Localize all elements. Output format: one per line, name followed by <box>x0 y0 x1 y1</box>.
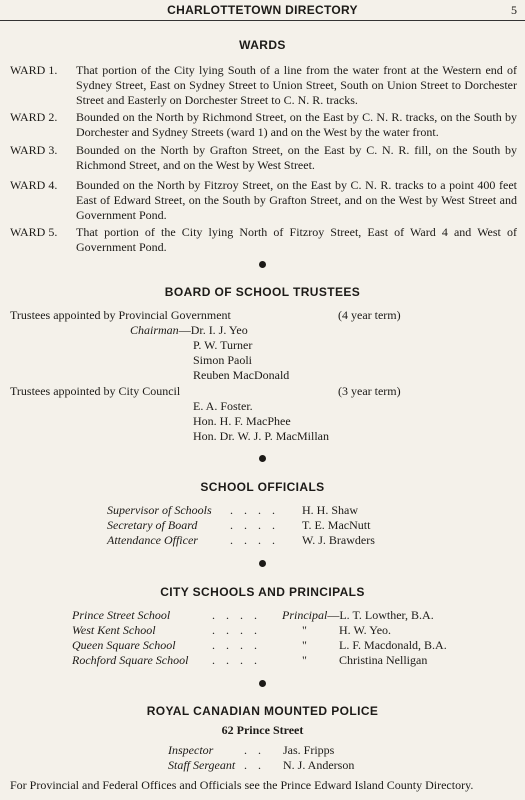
principal-name: L. F. Macdonald, B.A. <box>339 638 447 652</box>
ward-entry <box>10 63 517 108</box>
ward-label: WARD 3. <box>10 143 58 157</box>
official-name: H. H. Shaw <box>302 503 358 517</box>
officer-name: N. J. Anderson <box>283 758 355 772</box>
ward-description: That portion of the City lying North of Fitzroy Street, East of Ward 4 and West of Government Pond. <box>76 225 517 254</box>
chairman-name: —Dr. I. J. Yeo <box>178 323 248 337</box>
board-heading: BOARD OF SCHOOL TRUSTEES <box>164 285 361 299</box>
page-header <box>0 0 525 21</box>
directory-title: CHARLOTTETOWN DIRECTORY <box>167 3 358 17</box>
school-name: Prince Street School <box>72 608 171 622</box>
ward-label: WARD 4. <box>10 178 58 192</box>
ward-description: Bounded on the North by Grafton Street, on the East by C. N. R. fill, on the South by Richmond Street, and on the West by West Street. <box>76 143 517 172</box>
city-trustees-label: Trustees appointed by City Council <box>10 384 181 398</box>
official-name: T. E. MacNutt <box>302 518 371 532</box>
trustee-name: Hon. Dr. W. J. P. MacMillan <box>193 429 330 443</box>
ditto-mark: " <box>302 653 307 667</box>
officials-heading: SCHOOL OFFICIALS <box>200 480 325 494</box>
leader-dots: . . <box>244 743 265 757</box>
trustee-name: E. A. Foster. <box>193 399 253 413</box>
principal-label: Principal <box>282 608 328 622</box>
official-name: W. J. Brawders <box>302 533 375 547</box>
principal-line <box>282 608 434 623</box>
leader-dots: . . . . <box>212 653 261 667</box>
ward-label: WARD 2. <box>10 110 58 124</box>
school-name: West Kent School <box>72 623 156 637</box>
ward-label: WARD 5. <box>10 225 58 239</box>
rcmp-heading: ROYAL CANADIAN MOUNTED POLICE <box>146 704 379 718</box>
principal-name: Christina Nelligan <box>339 653 428 667</box>
ward-entry <box>10 143 517 173</box>
trustee-name: Hon. H. F. MacPhee <box>193 414 291 428</box>
section-divider-bullet <box>259 455 266 462</box>
wards-heading: WARDS <box>239 38 286 52</box>
leader-dots: . . . . <box>212 623 261 637</box>
leader-dots: . . <box>244 758 265 772</box>
ward-description: Bounded on the North by Fitzroy Street, on the East by C. N. R. tracks to a point 400 feet East of Edward Street, on the South by Grafton Street, and on the West by West Street and Government Pond. <box>76 178 517 222</box>
leader-dots: . . . . <box>212 608 261 622</box>
officer-name: Jas. Fripps <box>283 743 335 757</box>
chairman-line <box>130 323 248 338</box>
rcmp-address: 62 Prince Street <box>221 723 304 737</box>
ward-entry <box>10 178 517 223</box>
officer-title: Staff Sergeant <box>168 758 236 772</box>
officer-title: Inspector <box>168 743 214 757</box>
ward-entry <box>10 225 517 255</box>
ward-entry <box>10 110 517 140</box>
ward-description: That portion of the City lying South of a line from the water front at the Western end of Sydney Street, East on Sydney Street to Union Street, South on Union Street to Dorchester Street and Easterly on Dorchester Street to C. N. R. tracks. <box>76 63 517 107</box>
leader-dots: . . . . <box>230 503 279 517</box>
provincial-trustees-label: Trustees appointed by Provincial Government <box>10 308 231 322</box>
ditto-mark: " <box>302 638 307 652</box>
chairman-title: Chairman <box>130 323 179 337</box>
leader-dots: . . . . <box>230 533 279 547</box>
trustee-name: Simon Paoli <box>193 353 253 367</box>
school-name: Rochford Square School <box>72 653 189 667</box>
ward-description: Bounded on the North by Richmond Street, on the East by C. N. R. tracks, on the South by Dorchester and Sydney Streets (ward 1) and on the West by the water front. <box>76 110 517 139</box>
page-number: 5 <box>511 3 517 17</box>
section-divider-bullet <box>259 680 266 687</box>
leader-dots: . . . . <box>230 518 279 532</box>
principal-name: —L. T. Lowther, B.A. <box>327 608 434 622</box>
provincial-term: (4 year term) <box>338 308 401 322</box>
ward-label: WARD 1. <box>10 63 58 77</box>
footer-note: For Provincial and Federal Offices and Officials see the Prince Edward Island County Directory. <box>10 778 474 792</box>
section-divider-bullet <box>259 261 266 268</box>
principal-name: H. W. Yeo. <box>339 623 392 637</box>
trustee-name: P. W. Turner <box>193 338 253 352</box>
school-name: Queen Square School <box>72 638 176 652</box>
city-term: (3 year term) <box>338 384 401 398</box>
official-title: Attendance Officer <box>107 533 198 547</box>
leader-dots: . . . . <box>212 638 261 652</box>
trustee-name: Reuben MacDonald <box>193 368 290 382</box>
official-title: Secretary of Board <box>107 518 198 532</box>
ditto-mark: " <box>302 623 307 637</box>
section-divider-bullet <box>259 560 266 567</box>
schools-heading: CITY SCHOOLS AND PRINCIPALS <box>160 585 365 599</box>
official-title: Supervisor of Schools <box>107 503 212 517</box>
